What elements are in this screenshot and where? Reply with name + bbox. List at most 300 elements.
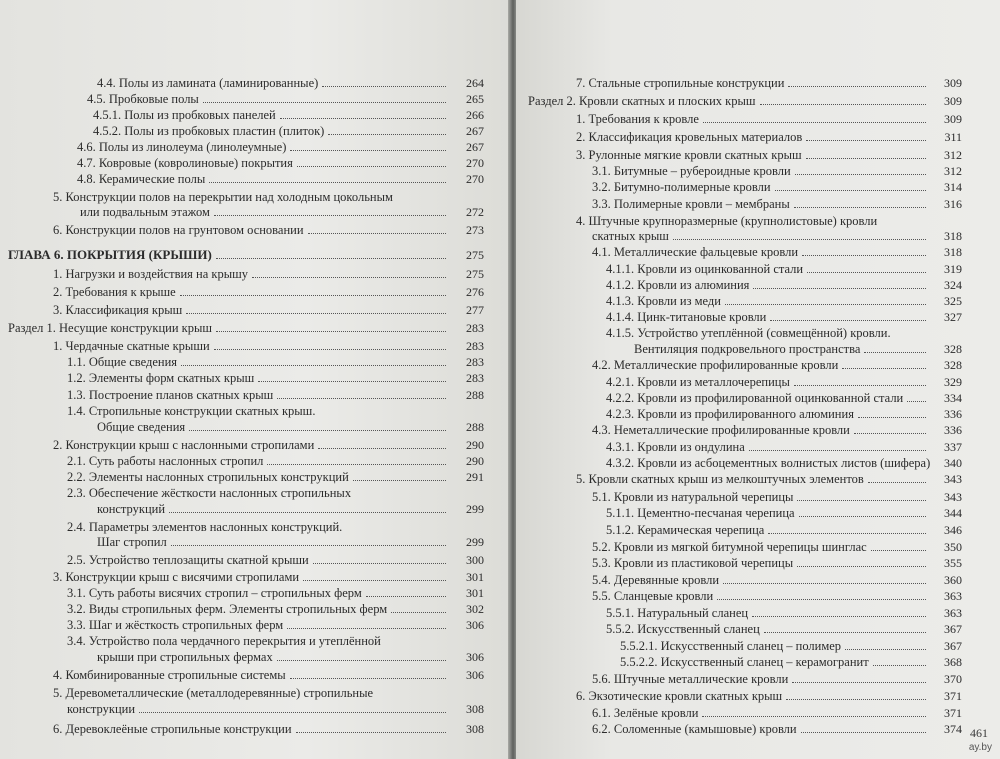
dot-leader <box>277 660 446 661</box>
right-toc-entry <box>606 506 795 520</box>
left-toc-page-number: 301 <box>466 570 484 584</box>
right-toc-page-number: 334 <box>944 391 962 405</box>
right-toc-page-number: 337 <box>944 440 962 454</box>
dot-leader <box>139 712 446 713</box>
left-toc-entry-title: 1. Нагрузки и воздействия на крышу <box>53 267 248 281</box>
left-toc-entry <box>67 586 362 600</box>
right-toc-entry <box>592 358 838 372</box>
left-toc-entry-title: 2.3. Обеспечение жёсткости наслонных стропильных <box>67 486 352 500</box>
left-toc-entry-title: Раздел 1. Несущие конструкции крыш <box>8 321 212 335</box>
left-toc-entry <box>67 634 381 648</box>
right-toc-entry-title: 3.3. Полимерные кровли – мембраны <box>592 197 790 211</box>
dot-leader <box>770 320 926 321</box>
right-toc-entry-title: 2. Классификация кровельных материалов <box>576 130 803 144</box>
dot-leader <box>169 512 446 513</box>
left-toc-entry-title: 4.5.2. Полы из пробковых пластин (плиток) <box>93 124 325 138</box>
right-toc-page-number: 328 <box>944 342 962 356</box>
dot-leader <box>871 550 926 551</box>
left-toc-page-number: 273 <box>466 223 484 237</box>
left-toc-page-number: 277 <box>466 303 484 317</box>
left-toc-entry-title: 3.4. Устройство пола чердачного перекрытия и утеплённой <box>67 634 381 648</box>
right-toc-page-number: 318 <box>944 245 962 259</box>
dot-leader <box>806 140 926 141</box>
right-toc-entry <box>606 606 748 620</box>
left-toc-entry-title: 2.5. Устройство теплозащиты скатной крыши <box>67 553 309 567</box>
right-toc-entry-title: 4.2.2. Кровли из профилированной оцинкованной стали <box>606 391 904 405</box>
left-toc-page-number: 275 <box>466 267 484 281</box>
left-toc-entry-title: 2. Требования к крыше <box>53 285 176 299</box>
dot-leader <box>703 122 926 123</box>
dot-leader <box>214 215 446 216</box>
right-toc-page-number: 309 <box>944 76 962 90</box>
dot-leader <box>353 480 446 481</box>
right-toc-entry-title: 4.3.1. Кровли из ондулина <box>606 440 745 454</box>
left-toc-entry <box>67 618 283 632</box>
dot-leader <box>287 628 446 629</box>
left-toc-entry-title: 4.8. Керамические полы <box>77 172 206 186</box>
right-toc-entry <box>576 689 782 703</box>
right-toc-entry <box>592 180 771 194</box>
right-toc-page-number: 336 <box>944 423 962 437</box>
left-toc-entry <box>97 420 185 434</box>
right-toc-entry-title: 7. Стальные стропильные конструкции <box>576 76 785 90</box>
left-toc-page-number: 264 <box>466 76 484 90</box>
left-toc-entry <box>97 535 167 549</box>
right-toc-page-number: 343 <box>944 490 962 504</box>
right-toc-entry-title: Вентиляция подкровельного пространства <box>634 342 861 356</box>
right-toc-entry-title: 5.5.1. Натуральный сланец <box>606 606 749 620</box>
right-toc-page-number: 367 <box>944 639 962 653</box>
right-toc-page-number: 371 <box>944 689 962 703</box>
dot-leader <box>764 632 926 633</box>
dot-leader <box>209 182 446 183</box>
left-toc-page-number: 299 <box>466 502 484 516</box>
left-toc-entry <box>77 156 293 170</box>
right-toc-page-number: 346 <box>944 523 962 537</box>
dot-leader <box>280 118 446 119</box>
dot-leader <box>290 678 446 679</box>
right-toc-page-number: 327 <box>944 310 962 324</box>
left-toc-entry-title: 4. Комбинированные стропильные системы <box>53 668 286 682</box>
left-toc-page-number: 306 <box>466 650 484 664</box>
dot-leader <box>868 482 926 483</box>
left-toc-entry-title: 1.2. Элементы форм скатных крыш <box>67 371 255 385</box>
left-toc-entry <box>80 205 210 219</box>
right-toc-entry-title: 5.1.2. Керамическая черепица <box>606 523 765 537</box>
dot-leader <box>807 272 926 273</box>
dot-leader <box>366 596 446 597</box>
left-toc-page-number: 306 <box>466 618 484 632</box>
right-toc-entry <box>592 556 793 570</box>
right-toc-page-number: 309 <box>944 94 962 108</box>
right-toc-entry-title: 4.1.4. Цинк-титановые кровли <box>606 310 767 324</box>
right-toc-page-number: 318 <box>944 229 962 243</box>
right-toc-entry-title: 5.1.1. Цементно-песчаная черепица <box>606 506 795 520</box>
left-toc-entry <box>53 339 210 353</box>
dot-leader <box>303 580 446 581</box>
left-toc-entry <box>53 438 314 452</box>
right-toc-entry-title: 4. Штучные крупноразмерные (крупнолистовые) кровли <box>576 214 878 228</box>
right-toc-page-number: 371 <box>944 706 962 720</box>
dot-leader <box>806 158 926 159</box>
left-toc-page-number: 283 <box>466 321 484 335</box>
right-toc-page-number: 314 <box>944 180 962 194</box>
left-toc-entry <box>8 321 212 335</box>
dot-leader <box>328 134 446 135</box>
right-toc-page-number: 328 <box>944 358 962 372</box>
left-toc-entry <box>97 502 165 516</box>
right-toc-entry-title: 6.2. Соломенные (камышовые) кровли <box>592 722 797 736</box>
left-toc-entry-title: 2.2. Элементы наслонных стропильных конструкций <box>67 470 349 484</box>
right-toc-entry <box>592 722 797 736</box>
left-toc-page-number: 290 <box>466 454 484 468</box>
right-toc-page-number: 329 <box>944 375 962 389</box>
left-toc-entry <box>77 140 286 154</box>
right-toc-entry-title: 5.1. Кровли из натуральной черепицы <box>592 490 794 504</box>
right-toc-page-number: 344 <box>944 506 962 520</box>
left-toc-entry-title: крыши при стропильных фермах <box>97 650 273 664</box>
right-toc-entry-title: 5.4. Деревянные кровли <box>592 573 720 587</box>
left-toc-entry-title: 6. Деревоклеёные стропильные конструкции <box>53 722 292 736</box>
right-toc-entry-title: скатных крыш <box>592 229 669 243</box>
left-toc-page-number: 299 <box>466 535 484 549</box>
left-toc-entry <box>53 668 286 682</box>
dot-leader <box>189 430 446 431</box>
dot-leader <box>858 417 926 418</box>
left-toc-entry <box>67 355 177 369</box>
right-toc-page-number: 309 <box>944 112 962 126</box>
left-toc-entry <box>67 454 263 468</box>
right-toc-entry <box>606 278 749 292</box>
watermark: ay.by <box>968 742 992 753</box>
right-toc-entry <box>576 112 699 126</box>
right-toc-entry-title: 5. Кровли скатных крыш из мелкоштучных элементов <box>576 472 864 486</box>
right-toc-entry <box>606 440 745 454</box>
left-toc-page-number: 270 <box>466 156 484 170</box>
dot-leader <box>297 166 446 167</box>
left-toc-entry <box>67 388 273 402</box>
left-toc-page-number: 266 <box>466 108 484 122</box>
right-toc-page-number: 325 <box>944 294 962 308</box>
left-toc-page-number: 276 <box>466 285 484 299</box>
right-toc-page-number: 324 <box>944 278 962 292</box>
dot-leader <box>792 682 926 683</box>
dot-leader <box>181 365 446 366</box>
right-toc-entry <box>606 375 790 389</box>
right-toc-entry <box>576 214 877 228</box>
left-toc-entry-title: 5. Деревометаллические (металлодеревянные) стропильные <box>53 686 374 700</box>
right-toc-entry-title: 4.3.2. Кровли из асбоцементных волнистых листов (шифера) <box>606 456 931 470</box>
right-toc-entry-title: 3. Рулонные мягкие кровли скатных крыш <box>576 148 802 162</box>
left-toc-page-number: 308 <box>466 722 484 736</box>
dot-leader <box>752 616 926 617</box>
left-toc-entry <box>53 570 299 584</box>
dot-leader <box>216 331 446 332</box>
left-toc-entry-title: 2. Конструкции крыш с наслонными стропилами <box>53 438 315 452</box>
left-toc-entry <box>97 650 273 664</box>
right-toc-entry-title: 4.1. Металлические фальцевые кровли <box>592 245 799 259</box>
left-toc-page-number: 306 <box>466 668 484 682</box>
right-toc-entry <box>592 589 713 603</box>
right-toc-entry <box>592 164 791 178</box>
right-toc-entry <box>592 540 867 554</box>
left-toc-entry <box>67 404 315 418</box>
dot-leader <box>797 566 926 567</box>
left-toc-entry <box>67 553 309 567</box>
left-toc-page-number: 267 <box>466 124 484 138</box>
right-toc-page-number: 312 <box>944 148 962 162</box>
left-toc-page-number: 283 <box>466 339 484 353</box>
right-toc-entry-title: 3.1. Битумные – рубероидные кровли <box>592 164 791 178</box>
right-toc-entry-title: 4.1.3. Кровли из меди <box>606 294 721 308</box>
dot-leader <box>801 732 926 733</box>
dot-leader <box>322 86 446 87</box>
right-toc-entry-title: 5.2. Кровли из мягкой битумной черепицы шинглас <box>592 540 867 554</box>
dot-leader <box>907 401 926 402</box>
dot-leader <box>313 563 446 564</box>
dot-leader <box>391 612 446 613</box>
left-toc-entry-title: 3.1. Суть работы висячих стропил – стропильных ферм <box>67 586 362 600</box>
left-toc-page-number: 288 <box>466 420 484 434</box>
right-toc-entry <box>606 310 766 324</box>
right-page <box>516 0 1000 759</box>
left-toc-entry <box>53 285 176 299</box>
right-toc-entry <box>606 262 803 276</box>
right-toc-entry <box>606 391 903 405</box>
dot-leader <box>258 381 446 382</box>
right-toc-entry <box>620 655 869 669</box>
left-toc-page-number: 290 <box>466 438 484 452</box>
right-toc-entry-title: 4.1.2. Кровли из алюминия <box>606 278 750 292</box>
right-toc-entry <box>620 639 841 653</box>
left-toc-entry-title: 3.3. Шаг и жёсткость стропильных ферм <box>67 618 284 632</box>
left-toc-entry <box>67 602 387 616</box>
left-toc-page-number: 302 <box>466 602 484 616</box>
right-toc-entry-title: 5.5.2.1. Искусственный сланец – полимер <box>620 639 842 653</box>
right-toc-page-number: 340 <box>944 456 962 470</box>
left-toc-entry-title: 1. Чердачные скатные крыши <box>53 339 210 353</box>
right-toc-entry <box>576 130 802 144</box>
right-toc-entry <box>592 229 669 243</box>
right-toc-entry-title: 1. Требования к кровле <box>576 112 699 126</box>
right-toc-page-number: 370 <box>944 672 962 686</box>
right-toc-entry-title: 4.2.1. Кровли из металлочерепицы <box>606 375 790 389</box>
left-toc-entry-title: конструкций <box>97 502 166 516</box>
right-toc-page-number: 319 <box>944 262 962 276</box>
dot-leader <box>788 86 926 87</box>
left-toc-entry-title: ГЛАВА 6. ПОКРЫТИЯ (КРЫШИ) <box>8 247 212 262</box>
dot-leader <box>180 295 446 296</box>
right-toc-entry <box>592 672 788 686</box>
dot-leader <box>214 349 446 350</box>
left-toc-page-number: 267 <box>466 140 484 154</box>
left-toc-page-number: 291 <box>466 470 484 484</box>
dot-leader <box>795 174 926 175</box>
left-toc-entry-title: 2.4. Параметры элементов наслонных конструкций. <box>67 520 343 534</box>
dot-leader <box>873 665 926 666</box>
dot-leader <box>308 233 446 234</box>
dot-leader <box>186 313 446 314</box>
dot-leader <box>171 545 446 546</box>
right-toc-entry <box>606 523 764 537</box>
dot-leader <box>216 258 446 259</box>
dot-leader <box>290 150 446 151</box>
left-toc-page-number: 270 <box>466 172 484 186</box>
right-toc-entry-title: 5.5.2.2. Искусственный сланец – керамогранит <box>620 655 869 669</box>
right-toc-entry <box>606 294 721 308</box>
left-toc-entry <box>53 722 292 736</box>
right-toc-page-number: 374 <box>944 722 962 736</box>
left-toc-entry <box>53 686 373 700</box>
left-toc-entry <box>53 190 393 204</box>
right-toc-entry-title: 4.2. Металлические профилированные кровли <box>592 358 839 372</box>
left-toc-entry-title: Шаг стропил <box>97 535 167 549</box>
right-toc <box>516 0 1000 759</box>
left-toc-page-number: 308 <box>466 702 484 716</box>
right-toc-entry <box>592 706 698 720</box>
right-toc-entry-title: 4.2.3. Кровли из профилированного алюминия <box>606 407 854 421</box>
right-toc-entry <box>634 342 860 356</box>
left-toc-entry-title: 3.2. Виды стропильных ферм. Элементы стропильных ферм <box>67 602 388 616</box>
left-toc-entry-title: 3. Конструкции крыш с висячими стропилами <box>53 570 300 584</box>
dot-leader <box>760 104 926 105</box>
right-toc-page-number: 336 <box>944 407 962 421</box>
dot-leader <box>786 699 926 700</box>
right-toc-entry <box>606 407 854 421</box>
left-toc-entry-title: конструкции <box>67 702 136 716</box>
dot-leader <box>775 190 926 191</box>
right-toc-entry-title: 5.5. Сланцевые кровли <box>592 589 714 603</box>
left-toc-page-number: 300 <box>466 553 484 567</box>
left-toc-entry-title: 6. Конструкции полов на грунтовом основании <box>53 223 304 237</box>
dot-leader <box>702 716 926 717</box>
left-toc-entry <box>67 470 349 484</box>
left-toc-entry <box>53 223 304 237</box>
dot-leader <box>723 583 926 584</box>
left-toc-entry-title: Общие сведения <box>97 420 186 434</box>
dot-leader <box>753 288 926 289</box>
right-toc-page-number: 367 <box>944 622 962 636</box>
left-toc-entry <box>53 267 248 281</box>
dot-leader <box>749 450 926 451</box>
right-toc-page-number: 350 <box>944 540 962 554</box>
dot-leader <box>854 433 926 434</box>
left-toc-entry <box>67 702 135 716</box>
dot-leader <box>717 599 926 600</box>
left-toc-page-number: 283 <box>466 355 484 369</box>
left-toc-entry-title: 4.7. Ковровые (ковролиновые) покрытия <box>77 156 293 170</box>
dot-leader <box>842 368 926 369</box>
right-toc-entry-title: 3.2. Битумно-полимерные кровли <box>592 180 771 194</box>
right-toc-entry-title: 4.1.5. Устройство утеплённой (совмещённой) кровли. <box>606 326 891 340</box>
left-toc-page-number: 265 <box>466 92 484 106</box>
dot-leader <box>799 516 926 517</box>
right-toc-entry <box>606 622 760 636</box>
right-toc-page-number: 312 <box>944 164 962 178</box>
left-toc-entry <box>67 371 254 385</box>
dot-leader <box>797 500 926 501</box>
left-toc-page-number: 272 <box>466 205 484 219</box>
left-toc-entry-title: 4.6. Полы из линолеума (линолеумные) <box>77 140 287 154</box>
left-toc-entry <box>77 172 205 186</box>
right-toc-page-number: 316 <box>944 197 962 211</box>
left-toc-page-number: 283 <box>466 371 484 385</box>
right-toc-page-number: 363 <box>944 606 962 620</box>
right-toc-entry-title: 4.1.1. Кровли из оцинкованной стали <box>606 262 804 276</box>
right-toc-entry <box>592 490 793 504</box>
left-toc-entry <box>67 486 351 500</box>
right-toc-entry <box>606 456 930 470</box>
dot-leader <box>864 352 926 353</box>
right-toc-entry <box>606 326 891 340</box>
left-toc-entry-title: 4.5. Пробковые полы <box>87 92 199 106</box>
left-toc-entry-title: 1.4. Стропильные конструкции скатных крыш. <box>67 404 316 418</box>
dot-leader <box>725 304 926 305</box>
dot-leader <box>296 732 446 733</box>
right-toc-page-number: 311 <box>944 130 962 144</box>
dot-leader <box>252 277 446 278</box>
left-toc-entry <box>67 520 342 534</box>
right-toc-page-number: 360 <box>944 573 962 587</box>
right-toc-entry-title: 6.1. Зелёные кровли <box>592 706 699 720</box>
left-toc-entry <box>53 303 182 317</box>
right-toc-entry <box>576 76 784 90</box>
right-toc-entry <box>592 245 798 259</box>
right-toc-entry <box>592 423 850 437</box>
left-toc-entry-title: 1.3. Построение планов скатных крыш <box>67 388 274 402</box>
dot-leader <box>673 239 926 240</box>
left-toc-page-number: 275 <box>466 248 484 262</box>
left-toc-entry-title: 2.1. Суть работы наслонных стропил <box>67 454 264 468</box>
right-toc-entry <box>576 148 802 162</box>
left-toc-entry <box>93 108 276 122</box>
left-toc-entry-title: 4.4. Полы из ламината (ламинированные) <box>97 76 319 90</box>
dot-leader <box>802 255 926 256</box>
right-toc-entry-title: Раздел 2. Кровли скатных и плоских крыш <box>528 94 756 108</box>
right-toc-entry-title: 6. Экзотические кровли скатных крыш <box>576 689 783 703</box>
right-toc-page-number: 363 <box>944 589 962 603</box>
left-toc-entry-title: 5. Конструкции полов на перекрытии над холодным цокольным <box>53 190 393 204</box>
right-toc-entry <box>576 472 864 486</box>
right-toc-entry-title: 5.6. Штучные металлические кровли <box>592 672 789 686</box>
dot-leader <box>277 398 446 399</box>
left-toc-entry-title: 4.5.1. Полы из пробковых панелей <box>93 108 276 122</box>
right-toc-page-number: 368 <box>944 655 962 669</box>
dot-leader <box>794 385 926 386</box>
dot-leader <box>267 464 446 465</box>
right-toc-entry-title: 5.5.2. Искусственный сланец <box>606 622 760 636</box>
dot-leader <box>318 448 446 449</box>
page-number: 461 <box>970 726 988 740</box>
left-toc-entry <box>97 76 318 90</box>
left-toc-page-number: 288 <box>466 388 484 402</box>
right-toc-entry <box>592 197 790 211</box>
left-toc-entry-title: 1.1. Общие сведения <box>67 355 178 369</box>
left-toc-page-number: 301 <box>466 586 484 600</box>
dot-leader <box>794 207 926 208</box>
dot-leader <box>845 649 926 650</box>
left-toc-entry <box>8 248 212 262</box>
left-toc-entry <box>93 124 324 138</box>
dot-leader <box>203 102 446 103</box>
left-toc-entry-title: 3. Классификация крыш <box>53 303 183 317</box>
right-toc-entry <box>592 573 719 587</box>
dot-leader <box>768 533 926 534</box>
right-toc-entry-title: 4.3. Неметаллические профилированные кровли <box>592 423 850 437</box>
left-toc-entry <box>87 92 199 106</box>
left-toc-entry-title: или подвальным этажом <box>80 205 210 219</box>
right-toc-page-number: 343 <box>944 472 962 486</box>
